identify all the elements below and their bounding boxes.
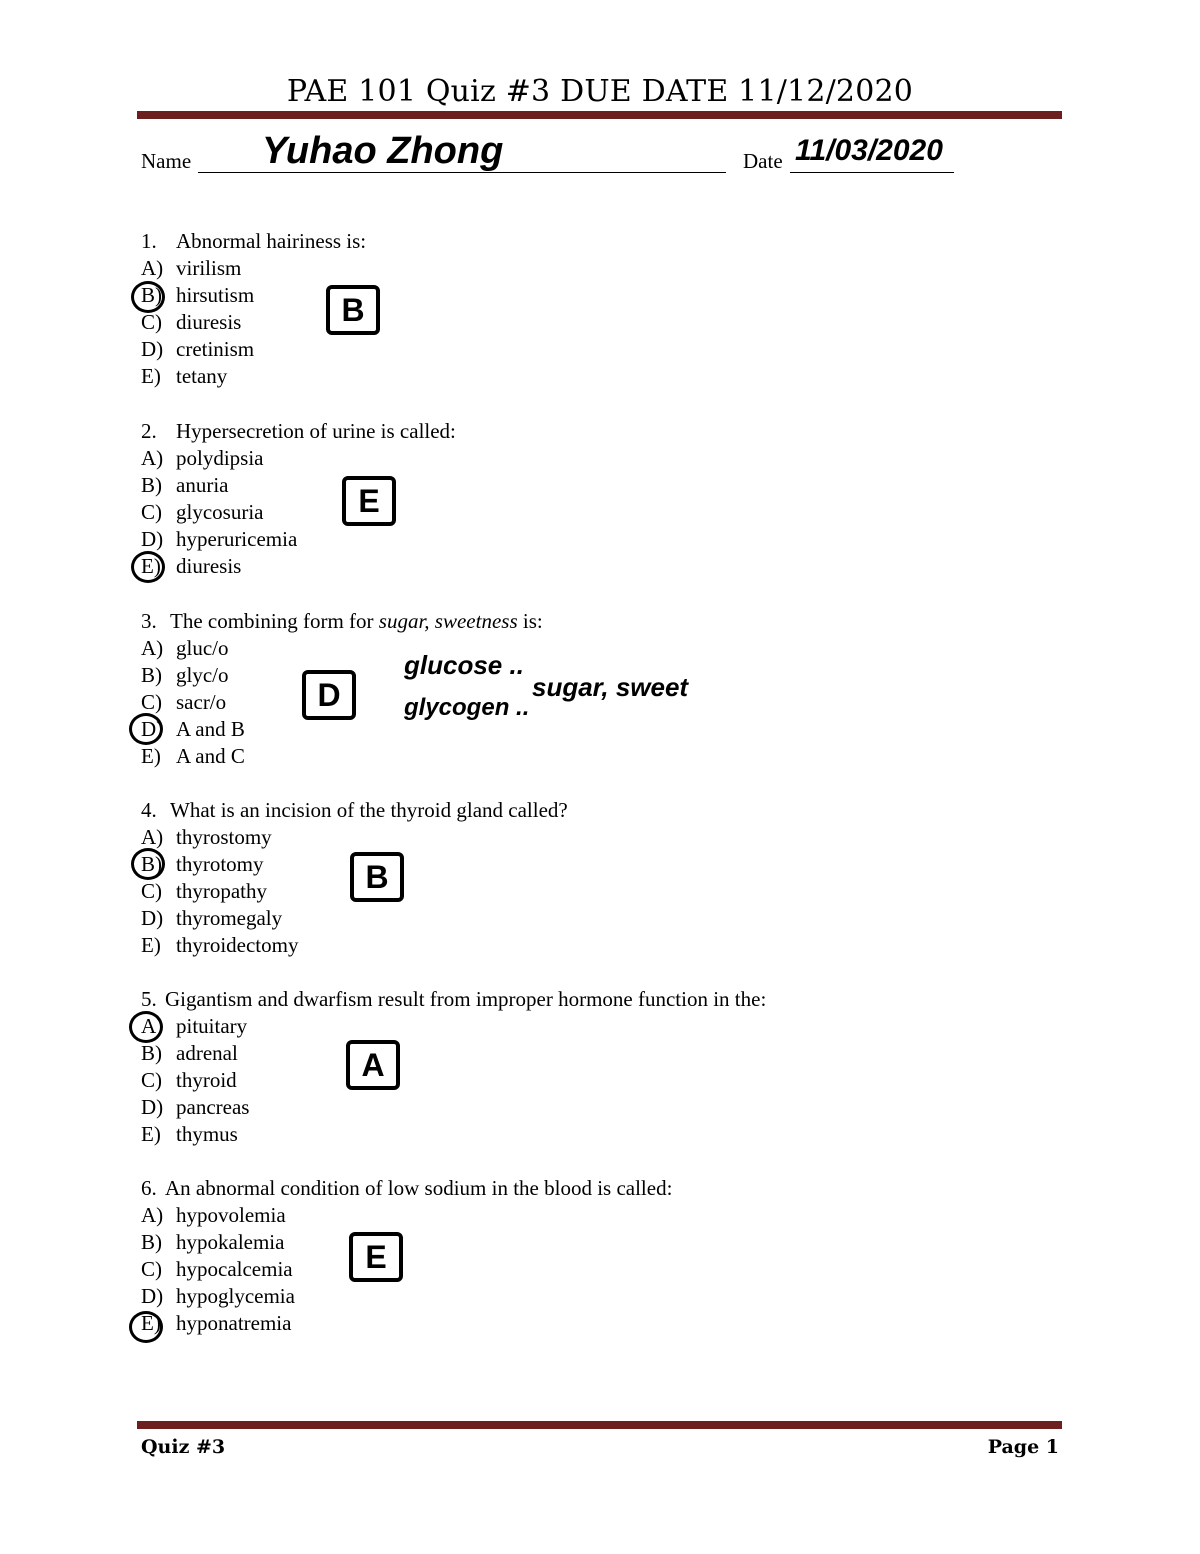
option-text: diuresis <box>176 310 242 334</box>
answer-box: E <box>342 476 396 526</box>
option-letter: C) <box>141 1068 162 1092</box>
question-6 <box>141 1175 672 1337</box>
option-text: A and C <box>176 744 245 768</box>
question-5-text <box>141 986 766 1013</box>
option-letter: B) <box>141 1230 162 1254</box>
option-text: pancreas <box>176 1095 250 1119</box>
question-number: 6. <box>141 1176 157 1200</box>
option-letter: A) <box>141 1203 164 1227</box>
option-c[interactable] <box>141 1256 672 1283</box>
question-5 <box>141 986 766 1148</box>
footer-rule <box>137 1421 1062 1429</box>
option-text: hyponatremia <box>176 1311 292 1335</box>
question-number: 5. <box>141 987 157 1011</box>
option-text: virilism <box>176 256 242 280</box>
option-e[interactable] <box>141 1310 672 1337</box>
option-text: thyroid <box>176 1068 237 1092</box>
option-b[interactable] <box>141 472 456 499</box>
option-letter: E) <box>141 1311 161 1335</box>
option-letter: A) <box>141 636 164 660</box>
question-2-text <box>141 418 456 445</box>
option-text: hypocalcemia <box>176 1257 293 1281</box>
question-1-text <box>141 228 366 255</box>
question-3-text <box>141 608 543 635</box>
option-letter: D) <box>141 1095 164 1119</box>
option-text: diuresis <box>176 554 242 578</box>
option-letter: B) <box>141 852 162 876</box>
option-e[interactable] <box>141 1121 766 1148</box>
option-text: thymus <box>176 1122 238 1146</box>
option-text: hypokalemia <box>176 1230 285 1254</box>
option-d[interactable] <box>141 336 366 363</box>
answer-circle-mark <box>129 1311 163 1343</box>
option-c[interactable] <box>141 1067 766 1094</box>
option-text: sacr/o <box>176 690 227 714</box>
question-number: 1. <box>141 229 157 253</box>
option-d[interactable] <box>141 526 456 553</box>
question-prompt-end: is: <box>522 609 543 633</box>
option-text: thyroidectomy <box>176 933 299 957</box>
option-text: hypovolemia <box>176 1203 286 1227</box>
answer-box: E <box>349 1232 403 1282</box>
question-2 <box>141 418 456 580</box>
answer-circle-mark <box>131 848 165 880</box>
option-b[interactable] <box>141 1229 672 1256</box>
answer-box: B <box>326 285 380 335</box>
header-rule <box>137 111 1062 119</box>
answer-box: D <box>302 670 356 720</box>
option-letter: C) <box>141 500 162 524</box>
option-text: gluc/o <box>176 636 229 660</box>
page-title: PAE 101 Quiz #3 DUE DATE 11/12/2020 <box>286 74 914 109</box>
option-text: hypoglycemia <box>176 1284 295 1308</box>
option-a[interactable] <box>141 824 568 851</box>
handwritten-note-sugar-sweet: sugar, sweet <box>532 672 689 702</box>
footer-left: Quiz #3 <box>141 1436 226 1458</box>
option-text: hirsutism <box>176 283 255 307</box>
option-d[interactable] <box>141 1094 766 1121</box>
option-text: thyromegaly <box>176 906 283 930</box>
option-text: adrenal <box>176 1041 238 1065</box>
option-text: tetany <box>176 364 228 388</box>
option-letter: D) <box>141 717 164 741</box>
question-prompt: What is an incision of the thyroid gland called? <box>170 798 568 822</box>
option-letter: D) <box>141 1284 164 1308</box>
answer-circle-mark <box>131 281 165 313</box>
option-text: hyperuricemia <box>176 527 298 551</box>
handwritten-note-glucose: glucose .. <box>404 650 524 680</box>
option-text: cretinism <box>176 337 255 361</box>
option-letter: B) <box>141 1041 162 1065</box>
option-d[interactable] <box>141 905 568 932</box>
question-number: 4. <box>141 798 157 822</box>
date-label: Date <box>743 149 783 173</box>
option-letter: C) <box>141 1257 162 1281</box>
option-d[interactable] <box>141 1283 672 1310</box>
question-prompt: Hypersecretion of urine is called: <box>176 419 456 443</box>
name-label: Name <box>141 149 192 173</box>
answer-circle-mark <box>129 713 163 745</box>
question-prompt: Abnormal hairiness is: <box>176 229 367 253</box>
option-a[interactable] <box>141 1202 672 1229</box>
option-letter: A) <box>141 1014 164 1038</box>
option-a[interactable] <box>141 1013 766 1040</box>
answer-box: B <box>350 852 404 902</box>
option-b[interactable] <box>141 1040 766 1067</box>
option-text: glyc/o <box>176 663 229 687</box>
date-field-line <box>790 172 954 173</box>
answer-box: A <box>346 1040 400 1090</box>
option-text: thyrotomy <box>176 852 264 876</box>
option-letter: C) <box>141 690 162 714</box>
option-text: anuria <box>176 473 229 497</box>
footer-page-number: Page 1 <box>987 1436 1059 1458</box>
option-letter: E) <box>141 554 161 578</box>
option-letter: A) <box>141 256 164 280</box>
option-text: thyrostomy <box>176 825 272 849</box>
option-text: glycosuria <box>176 500 264 524</box>
question-number: 3. <box>141 609 157 633</box>
option-letter: E) <box>141 364 161 388</box>
option-e[interactable] <box>141 363 366 390</box>
option-letter: D) <box>141 906 164 930</box>
option-letter: A) <box>141 446 164 470</box>
option-c[interactable] <box>141 499 456 526</box>
option-letter: D) <box>141 337 164 361</box>
question-4-text <box>141 797 568 824</box>
name-handwritten: Yuhao Zhong <box>262 130 504 172</box>
question-number: 2. <box>141 419 157 443</box>
option-letter: C) <box>141 879 162 903</box>
question-emphasis: sugar, sweetness <box>378 609 518 633</box>
option-a[interactable] <box>141 445 456 472</box>
option-text: polydipsia <box>176 446 264 470</box>
option-letter: B) <box>141 473 162 497</box>
question-prompt: An abnormal condition of low sodium in the blood is called: <box>165 1176 673 1200</box>
option-letter: E) <box>141 933 161 957</box>
option-letter: C) <box>141 310 162 334</box>
answer-circle-mark <box>129 1011 163 1043</box>
option-letter: E) <box>141 744 161 768</box>
option-letter: E) <box>141 1122 161 1146</box>
option-text: A and B <box>176 717 245 741</box>
answer-circle-mark <box>131 551 165 583</box>
option-e[interactable] <box>141 932 568 959</box>
option-text: thyropathy <box>176 879 267 903</box>
option-e[interactable] <box>141 553 456 580</box>
question-prompt: The combining form for <box>170 609 374 633</box>
option-letter: B) <box>141 283 162 307</box>
option-text: pituitary <box>176 1014 248 1038</box>
question-6-text <box>141 1175 672 1202</box>
option-a[interactable] <box>141 255 366 282</box>
option-e[interactable] <box>141 743 543 770</box>
date-handwritten: 11/03/2020 <box>795 134 943 167</box>
option-letter: A) <box>141 825 164 849</box>
option-letter: B) <box>141 663 162 687</box>
question-prompt: Gigantism and dwarfism result from improper hormone function in the: <box>165 987 767 1011</box>
handwritten-note-glycogen: glycogen .. <box>404 694 530 721</box>
option-letter: D) <box>141 527 164 551</box>
